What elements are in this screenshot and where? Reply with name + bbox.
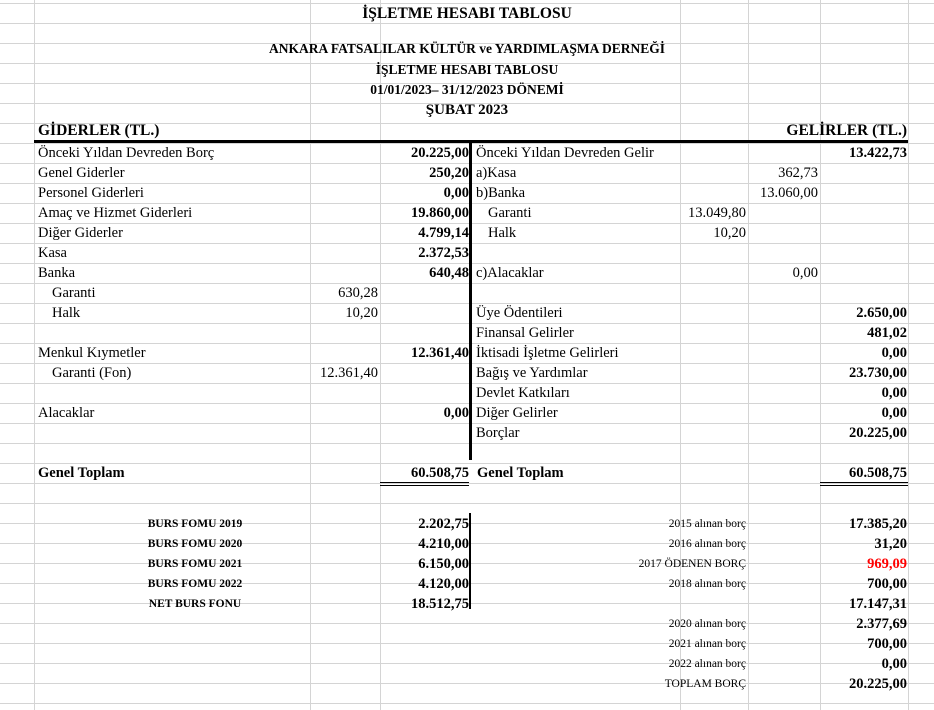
gider-label: Diğer Giderler <box>38 225 123 241</box>
genel-toplam-gider-label: Genel Toplam <box>38 465 125 481</box>
gider-label: Menkul Kıymetler <box>38 345 146 361</box>
burs-label: NET BURS FONU <box>148 598 242 610</box>
gider-value <box>380 383 469 403</box>
grid-row-line <box>0 483 934 484</box>
genel-toplam-gider-value: 60.508,75 <box>411 465 469 481</box>
gelir-value: 13.422,73 <box>849 145 907 161</box>
borc-label: 2017 ÖDENEN BORÇ <box>638 558 746 570</box>
report-subtitle: İŞLETME HESABI TABLOSU <box>375 62 559 77</box>
total-underline-bottom <box>380 485 469 486</box>
genel-toplam-gelir-label: Genel Toplam <box>477 465 564 481</box>
gelir-label: b)Banka <box>476 185 526 201</box>
borc-label: 2022 alınan borç <box>668 658 746 670</box>
borc-label <box>560 594 746 614</box>
gelir-value: 20.225,00 <box>849 425 907 441</box>
grid-row-line <box>0 643 934 644</box>
grid-row-line <box>0 623 934 624</box>
gelir-sub2-value <box>680 343 746 363</box>
gelir-value <box>820 263 907 283</box>
gelir-sub2-value: 10,20 <box>713 225 746 241</box>
gelir-sub1-value <box>748 143 818 163</box>
gelir-sub1-value <box>748 343 818 363</box>
borc-value: 700,00 <box>867 636 907 652</box>
gelir-value <box>820 163 907 183</box>
center-divider <box>469 140 472 460</box>
gelir-sub1-value <box>748 243 818 263</box>
borc-label: TOPLAM BORÇ <box>664 678 746 690</box>
gider-label: Banka <box>38 265 76 281</box>
total-underline-top <box>820 482 908 483</box>
gelir-value: 23.730,00 <box>849 365 907 381</box>
burs-value: 18.512,75 <box>411 596 469 612</box>
gelir-sub2-value <box>680 323 746 343</box>
gelir-label: Garanti <box>488 205 532 221</box>
gider-label: Amaç ve Hizmet Giderleri <box>38 205 193 221</box>
gelir-label: Finansal Gelirler <box>476 325 574 341</box>
gelir-sub2-value <box>680 403 746 423</box>
gelir-sub2-value <box>680 163 746 183</box>
borc-value: 2.377,69 <box>856 616 907 632</box>
gelir-sub1-value <box>748 223 818 243</box>
gelir-label: Önceki Yıldan Devreden Gelir <box>476 145 654 161</box>
burs-value: 6.150,00 <box>418 556 469 572</box>
grid-row-line <box>0 443 934 444</box>
borc-value: 700,00 <box>867 576 907 592</box>
gider-sub-value <box>310 383 378 403</box>
gelir-value: 0,00 <box>881 405 907 421</box>
gelir-sub2-value: 13.049,80 <box>688 205 746 221</box>
total-underline-bottom <box>820 485 908 486</box>
gelirler-header: GELİRLER (TL.) <box>786 122 907 139</box>
gider-sub-value: 630,28 <box>338 285 378 301</box>
gelir-value <box>820 183 907 203</box>
borc-label: 2016 alınan borç <box>668 538 746 550</box>
gelir-value: 0,00 <box>881 385 907 401</box>
gelir-sub2-value <box>680 383 746 403</box>
burs-value: 2.202,75 <box>418 516 469 532</box>
total-underline-top <box>380 482 469 483</box>
gelir-label: Halk <box>488 225 517 241</box>
gider-label: Kasa <box>38 245 67 261</box>
borc-label: 2018 alınan borç <box>668 578 746 590</box>
gider-value: 19.860,00 <box>411 205 469 221</box>
gider-sub-value <box>310 203 378 223</box>
gelir-label: Devlet Katkıları <box>476 385 570 401</box>
gider-label: Garanti <box>52 285 96 301</box>
gelir-value: 0,00 <box>881 345 907 361</box>
gider-sub-value <box>310 243 378 263</box>
gelir-value: 481,02 <box>867 325 907 341</box>
gelir-sub1-value <box>748 303 818 323</box>
gelir-sub1-value <box>748 363 818 383</box>
burs-label: BURS FOMU 2021 <box>147 558 243 570</box>
gider-label: Alacaklar <box>38 405 95 421</box>
gelir-sub1-value: 362,73 <box>778 165 818 181</box>
gelir-value <box>820 243 907 263</box>
gider-value: 12.361,40 <box>411 345 469 361</box>
gider-sub-value <box>310 183 378 203</box>
gelir-sub1-value: 13.060,00 <box>760 185 818 201</box>
gider-value: 20.225,00 <box>411 145 469 161</box>
gider-sub-value <box>310 403 378 423</box>
gider-label: Personel Giderleri <box>38 185 144 201</box>
gelir-sub1-value <box>748 403 818 423</box>
borc-value: 31,20 <box>874 536 907 552</box>
giderler-header: GİDERLER (TL.) <box>38 122 160 139</box>
gider-value: 4.799,14 <box>418 225 469 241</box>
borc-label: 2021 alınan borç <box>668 638 746 650</box>
gelir-sub2-value <box>680 303 746 323</box>
grid-row-line <box>0 683 934 684</box>
gelir-sub1-value <box>748 283 818 303</box>
gelir-sub2-value <box>680 243 746 263</box>
borc-value: 20.225,00 <box>849 676 907 692</box>
gelir-label: c)Alacaklar <box>476 265 544 281</box>
burs-label: BURS FOMU 2022 <box>147 578 243 590</box>
burs-value: 4.210,00 <box>418 536 469 552</box>
borc-value: 17.385,20 <box>849 516 907 532</box>
gider-sub-value <box>310 263 378 283</box>
gelir-value <box>820 223 907 243</box>
gelir-value: 2.650,00 <box>856 305 907 321</box>
gider-value: 0,00 <box>443 185 469 201</box>
gelir-sub1-value <box>748 383 818 403</box>
gider-sub-value <box>310 343 378 363</box>
borc-value: 17.147,31 <box>849 596 907 612</box>
burs-divider <box>469 513 471 609</box>
gelir-sub1-value <box>748 203 818 223</box>
gelir-value <box>820 203 907 223</box>
gelir-sub2-value <box>680 263 746 283</box>
gelir-label: İktisadi İşletme Gelirleri <box>476 345 619 361</box>
gider-value: 250,20 <box>429 165 469 181</box>
grid-row-line <box>0 703 934 704</box>
gider-sub-value <box>310 223 378 243</box>
genel-toplam-gelir-value: 60.508,75 <box>849 465 907 481</box>
gider-value <box>380 303 469 323</box>
grid-row-line <box>0 503 934 504</box>
gider-label: Genel Giderler <box>38 165 125 181</box>
gelir-sub2-value <box>680 363 746 383</box>
gider-value <box>380 283 469 303</box>
gelir-value <box>820 283 907 303</box>
burs-label: BURS FOMU 2019 <box>147 518 243 530</box>
gider-value <box>380 323 469 343</box>
gelir-label: Borçlar <box>476 425 520 441</box>
gider-value: 0,00 <box>443 405 469 421</box>
gider-label: Garanti (Fon) <box>52 365 132 381</box>
gelir-label: Üye Ödentileri <box>476 305 563 321</box>
gelir-sub1-value: 0,00 <box>792 265 818 281</box>
gider-label: Halk <box>52 305 81 321</box>
gider-value: 640,48 <box>429 265 469 281</box>
org-name: ANKARA FATSALILAR KÜLTÜR ve YARDIMLAŞMA DERNEĞİ <box>269 41 665 56</box>
gelir-sub2-value <box>680 283 746 303</box>
burs-value: 4.120,00 <box>418 576 469 592</box>
borc-label: 2020 alınan borç <box>668 618 746 630</box>
borc-label: 2015 alınan borç <box>668 518 746 530</box>
gider-sub-value: 12.361,40 <box>320 365 378 381</box>
gider-sub-value <box>310 143 378 163</box>
gider-value: 2.372,53 <box>418 245 469 261</box>
gelir-sub1-value <box>748 323 818 343</box>
gelir-sub1-value <box>748 423 818 443</box>
gider-sub-value <box>310 323 378 343</box>
gider-value <box>380 363 469 383</box>
grid-row-line <box>0 663 934 664</box>
borc-value: 969,09 <box>867 556 907 572</box>
gider-sub-value: 10,20 <box>345 305 378 321</box>
gider-label: Önceki Yıldan Devreden Borç <box>38 145 215 161</box>
sheet-title: İŞLETME HESABI TABLOSU <box>362 5 572 22</box>
gelir-label: a)Kasa <box>476 165 517 181</box>
report-month: ŞUBAT 2023 <box>425 102 509 118</box>
gelir-label: Diğer Gelirler <box>476 405 558 421</box>
gelir-sub2-value <box>680 423 746 443</box>
burs-label: BURS FOMU 2020 <box>147 538 243 550</box>
gelir-label: Bağış ve Yardımlar <box>476 365 588 381</box>
gelir-sub2-value <box>680 143 746 163</box>
gelir-sub2-value <box>680 183 746 203</box>
report-period: 01/01/2023– 31/12/2023 DÖNEMİ <box>370 82 564 97</box>
borc-value: 0,00 <box>881 656 907 672</box>
gider-sub-value <box>310 163 378 183</box>
